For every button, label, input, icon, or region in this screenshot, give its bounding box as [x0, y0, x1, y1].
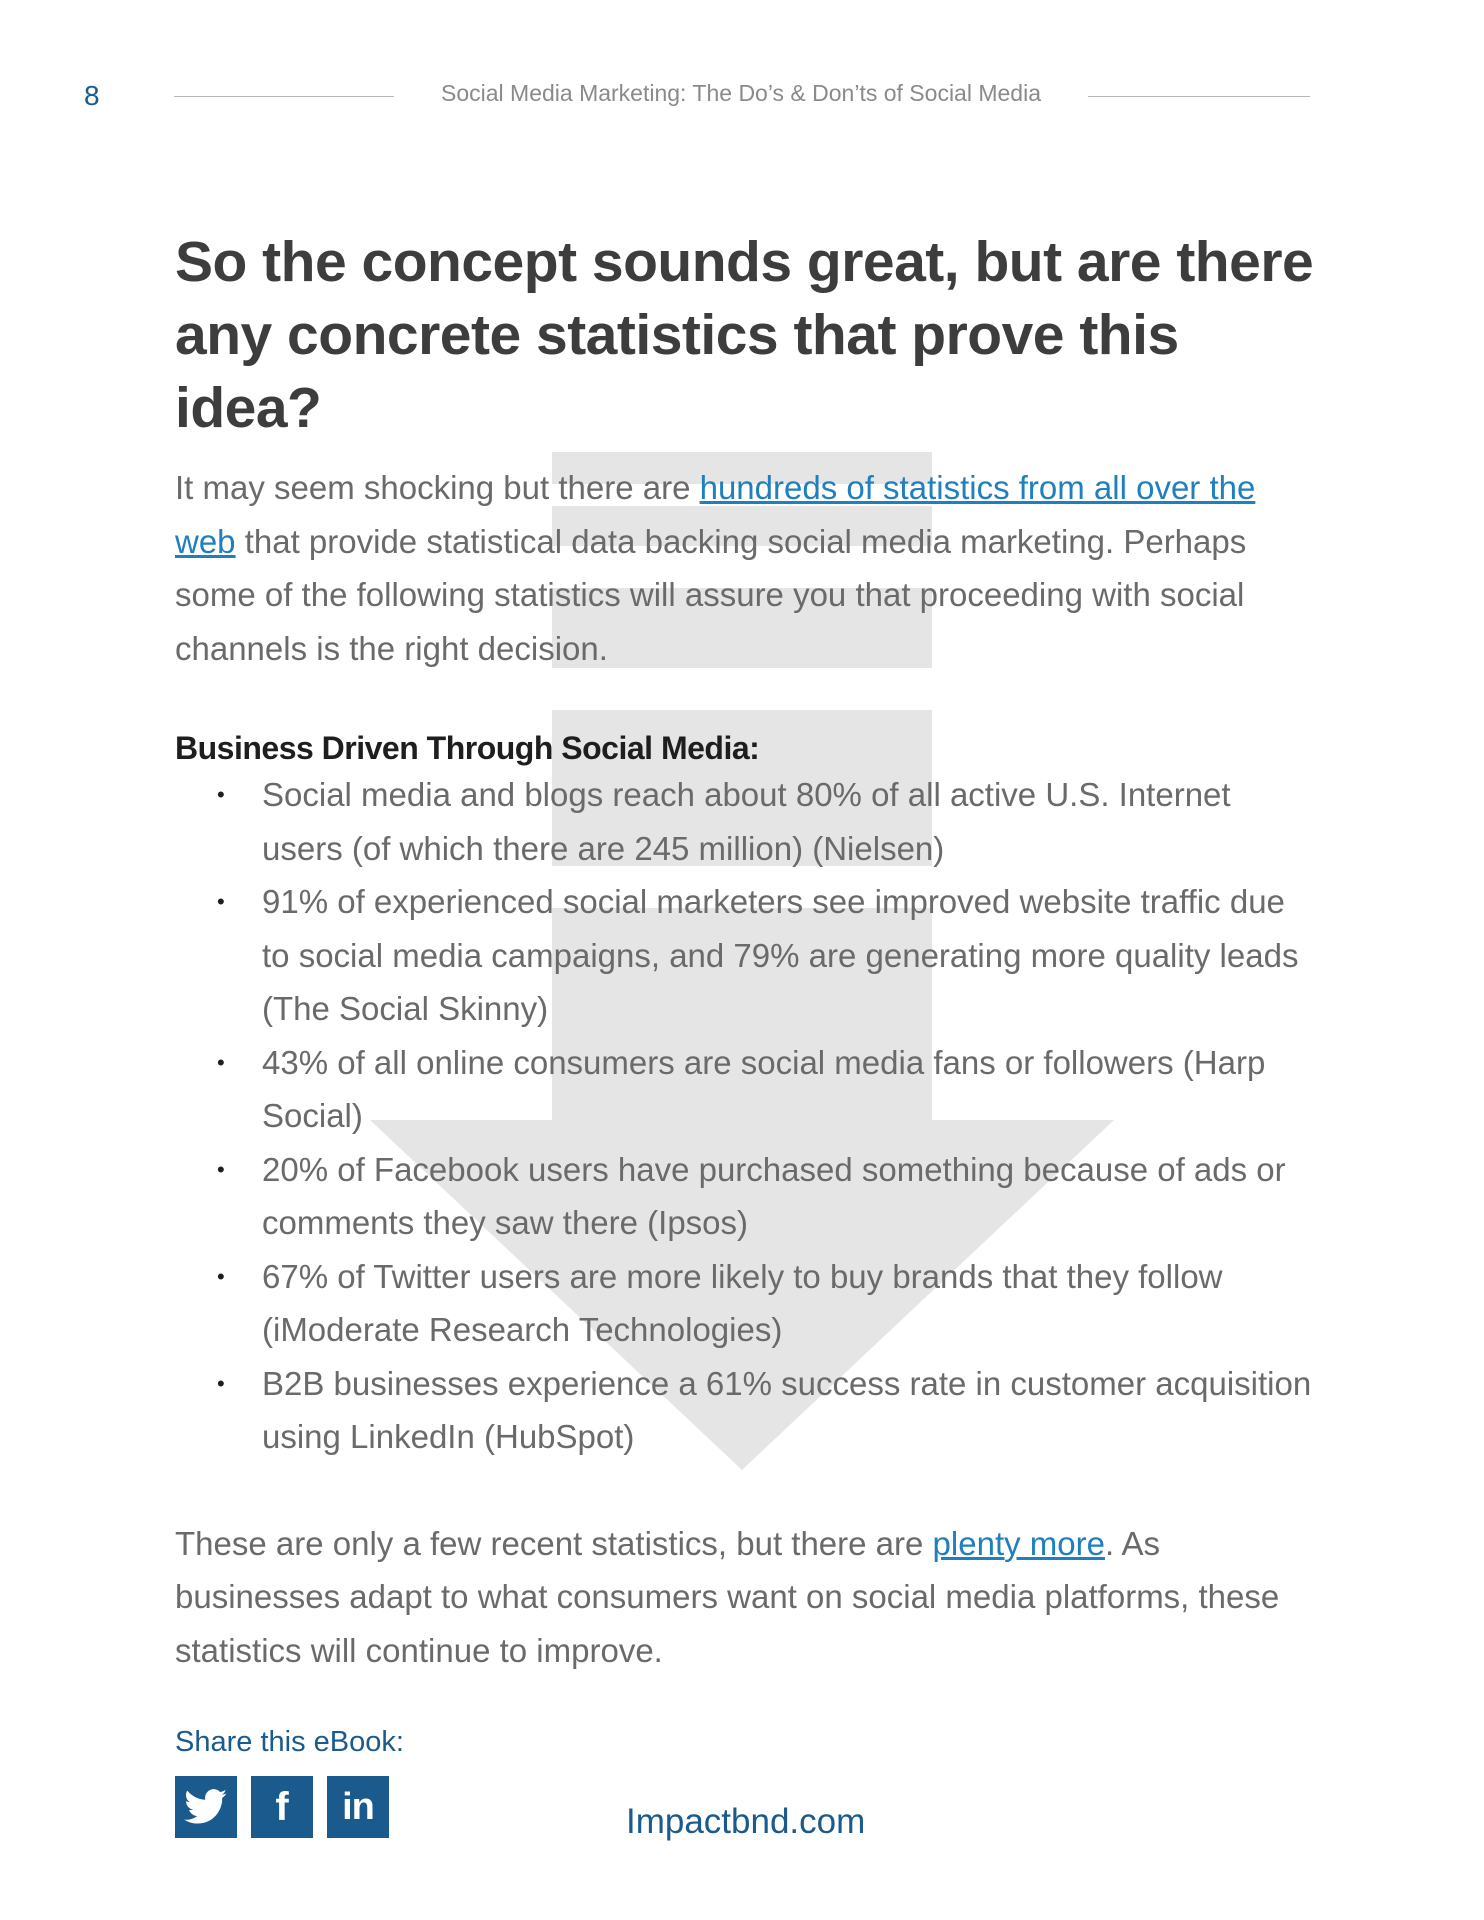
closing-paragraph: [175, 1517, 1315, 1678]
intro-paragraph: [175, 461, 1315, 675]
intro-text-start: It may seem shocking but there are: [175, 469, 700, 506]
list-item: [175, 768, 1315, 875]
twitter-share-button[interactable]: [175, 1776, 237, 1838]
linkedin-share-button[interactable]: [327, 1776, 389, 1838]
list-item: [175, 875, 1315, 1036]
list-item: [175, 1250, 1315, 1357]
statistics-link[interactable]: hundreds of statistics from all over the web: [175, 469, 1256, 560]
plenty-more-link[interactable]: plenty more: [932, 1524, 1105, 1562]
bullet-icon: •: [217, 1370, 225, 1396]
list-item-text: 20% of Facebook users have purchased something because of ads or comments they saw there (Ipsos): [262, 1150, 1286, 1241]
list-item-text: 91% of experienced social marketers see improved website traffic due to social media campaigns, and 79% are generating more quality leads (The Social Skinny): [262, 883, 1299, 1027]
page-number: 8: [84, 80, 100, 111]
facebook-icon: f: [275, 1784, 289, 1829]
page-headline: So the concept sounds great, but are there any concrete statistics that prove this idea?: [175, 230, 1314, 440]
facebook-share-button[interactable]: [251, 1776, 313, 1838]
statistics-list: [175, 768, 1315, 1464]
bullet-icon: •: [217, 782, 225, 807]
closing-text-end: . As businesses adapt to what consumers want on social media platforms, these statistics will continue to improve.: [175, 1524, 1280, 1669]
section-heading: Business Driven Through Social Media:: [175, 730, 760, 766]
share-buttons: [175, 1776, 389, 1838]
list-item-text: B2B businesses experience a 61% success rate in customer acquisition using LinkedIn (HubSpot): [262, 1364, 1312, 1455]
twitter-icon: [184, 1789, 228, 1825]
running-header-title: Social Media Marketing: The Do’s & Don’ts of Social Media: [441, 80, 1041, 106]
list-item: [175, 1143, 1315, 1250]
closing-text-start: These are only a few recent statistics, but there are: [175, 1524, 933, 1562]
intro-text-end: that provide statistical data backing social media marketing. Perhaps some of the following statistics will assure you that proceeding with social channels is the right decision.: [175, 522, 1247, 667]
bullet-icon: •: [217, 889, 225, 914]
list-item: [175, 1036, 1315, 1143]
share-label: Share this eBook:: [175, 1726, 404, 1758]
list-item-text: 67% of Twitter users are more likely to buy brands that they follow (iModerate Research Technologies): [262, 1257, 1223, 1348]
list-item: [175, 1357, 1315, 1464]
header-rule-left: [174, 96, 394, 97]
bullet-icon: •: [217, 1156, 225, 1182]
list-item-text: Social media and blogs reach about 80% of all active U.S. Internet users (of which there are 245 million) (Nielsen): [262, 776, 1231, 867]
linkedin-icon: in: [342, 1785, 374, 1828]
site-url: Impactbnd.com: [626, 1802, 866, 1841]
list-item-text: 43% of all online consumers are social media fans or followers (Harp Social): [262, 1043, 1266, 1134]
bullet-icon: •: [217, 1049, 225, 1075]
header-rule-right: [1088, 96, 1310, 97]
bullet-icon: •: [217, 1263, 225, 1289]
main-content: [175, 226, 1315, 1677]
